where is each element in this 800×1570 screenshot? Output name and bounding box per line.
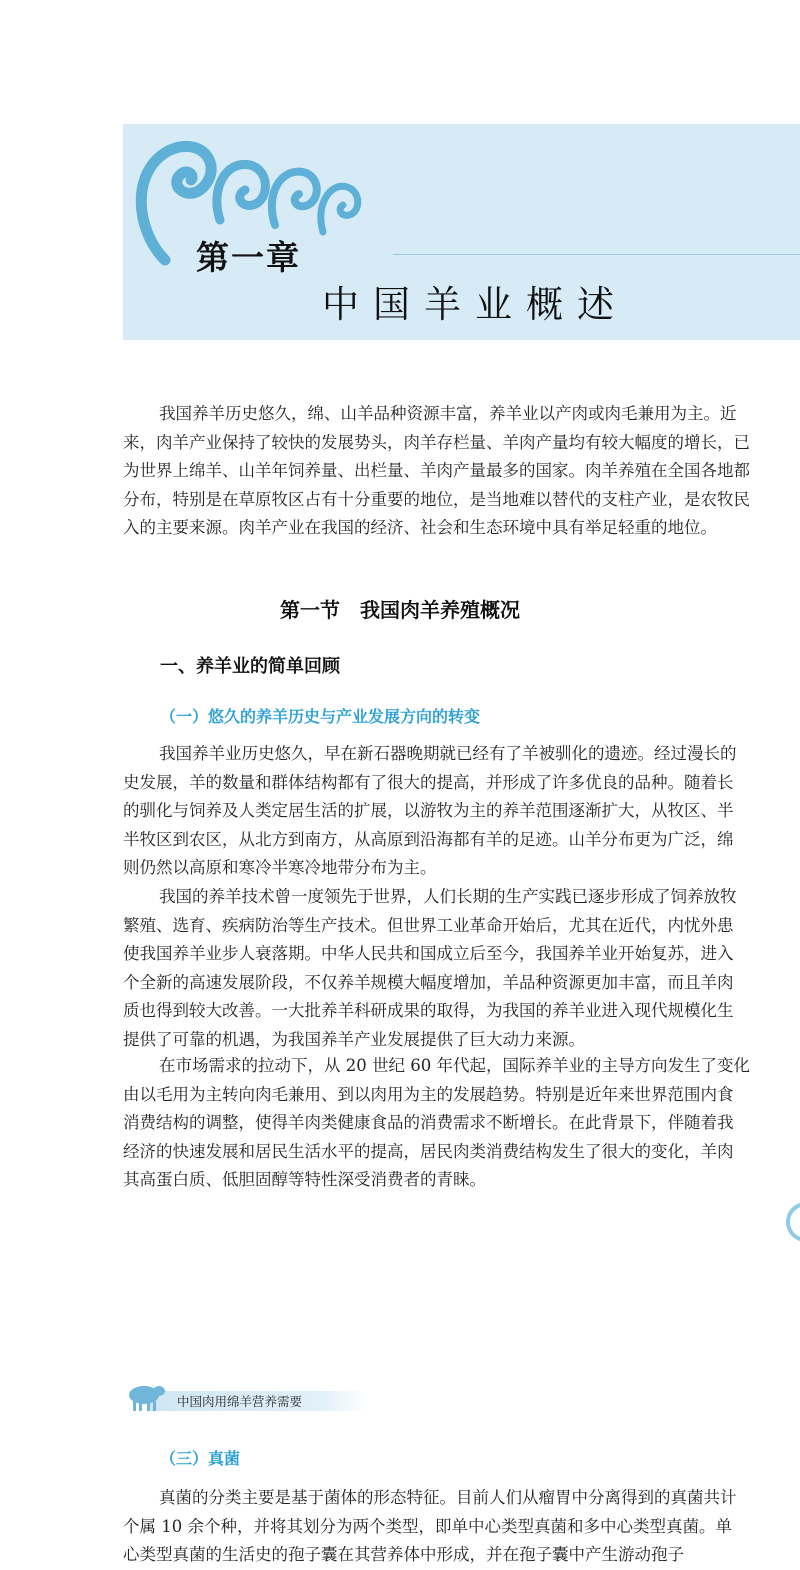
text-line: 的驯化与饲养及人类定居生活的扩展，以游牧为主的养羊范围逐渐扩大，从牧区、半 [123,801,734,820]
text-line: 其高蛋白质、低胆固醇等特性深受消费者的青睐。 [123,1170,486,1189]
chapter-label: 第一章 [196,238,301,277]
heading-level-2: （三）真菌 [160,1449,241,1468]
text-line: 个全新的高速发展阶段，不仅养羊规模大幅度增加，羊品种资源更加丰富，而且羊肉 [123,972,734,992]
text-line: 在市场需求的拉动下，从 20 世纪 60 年代起，国际养羊业的主导方向发生了变化 [159,1056,750,1075]
text-line: 由以毛用为主转向肉毛兼用、到以肉用为主的发展趋势。特别是近年来世界范围内食 [123,1084,734,1104]
body-paragraph-2 [123,883,800,1054]
text-line: 我国养羊业历史悠久，早在新石器晚期就已经有了羊被驯化的遗迹。经过漫长的 [159,744,737,763]
next-page-paragraph [123,1484,800,1570]
page-number-circle [786,1202,800,1242]
heading-level-2: （一）悠久的养羊历史与产业发展方向的转变 [160,707,481,726]
text-line: 心类型真菌的生活史的孢子囊在其营养体中形成，并在孢子囊中产生游动孢子 [123,1545,684,1564]
sheep-icon [122,1382,166,1412]
running-header-title: 中国肉用绵羊营养需要 [177,1394,303,1409]
text-line: 提供了可靠的机遇，为我国养羊产业发展提供了巨大动力来源。 [123,1029,585,1049]
intro-paragraph [123,400,800,543]
chapter-title: 中国羊业概述 [322,283,628,326]
text-line: 真菌的分类主要是基于菌体的形态特征。目前人们从瘤胃中分离得到的真菌共计 [159,1488,737,1507]
text-line: 半牧区到农区，从北方到南方，从高原到沿海都有羊的足迹。山羊分布更为广泛，绵 [123,829,734,849]
text-line: 我国的养羊技术曾一度领先于世界，人们长期的生产实践已逐步形成了饲养放牧 [159,887,737,906]
text-line: 质也得到较大改善。一大批养羊科研成果的取得，为我国的养羊业进入现代规模化生 [123,1001,734,1020]
banner-divider [393,254,800,255]
text-line: 为世界上绵羊、山羊年饲养量、出栏量、羊肉产量最多的国家。肉羊养殖在全国各地都 [123,461,750,480]
text-line: 我国养羊历史悠久，绵、山羊品种资源丰富，养羊业以产肉或肉毛兼用为主。近 [159,404,737,423]
text-line: 入的主要来源。肉羊产业在我国的经济、社会和生态环境中具有举足轻重的地位。 [123,518,717,537]
text-line: 史发展，羊的数量和群体结构都有了很大的提高，并形成了许多优良的品种。随着长 [123,772,734,792]
text-line: 则仍然以高原和寒冷半寒冷地带分布为主。 [123,858,437,877]
text-line: 消费结构的调整，使得羊肉类健康食品的消费需求不断增长。在此背景下，伴随着我 [123,1113,734,1132]
body-paragraph-3 [123,1052,800,1195]
text-line: 个属 10 余个种，并将其划分为两个类型，即单中心类型真菌和多中心类型真菌。单 [123,1516,732,1536]
text-line: 繁殖、选育、疾病防治等生产技术。但世界工业革命开始后，尤其在近代，内忧外患 [123,915,734,935]
text-line: 使我国养羊业步人衰落期。中华人民共和国成立后至今，我国养羊业开始复苏，进入 [123,944,734,963]
heading-level-1: 一、养羊业的简单回顾 [160,656,340,677]
text-line: 分布，特别是在草原牧区占有十分重要的地位，是当地难以替代的支柱产业，是农牧民 [123,489,750,509]
body-paragraph-1 [123,740,800,883]
section-title: 第一节 我国肉羊养殖概况 [280,598,520,622]
text-line: 经济的快速发展和居民生活水平的提高，居民肉类消费结构发生了很大的变化，羊肉 [123,1141,734,1161]
text-line: 来，肉羊产业保持了较快的发展势头，肉羊存栏量、羊肉产量均有较大幅度的增长，已 [123,432,750,452]
